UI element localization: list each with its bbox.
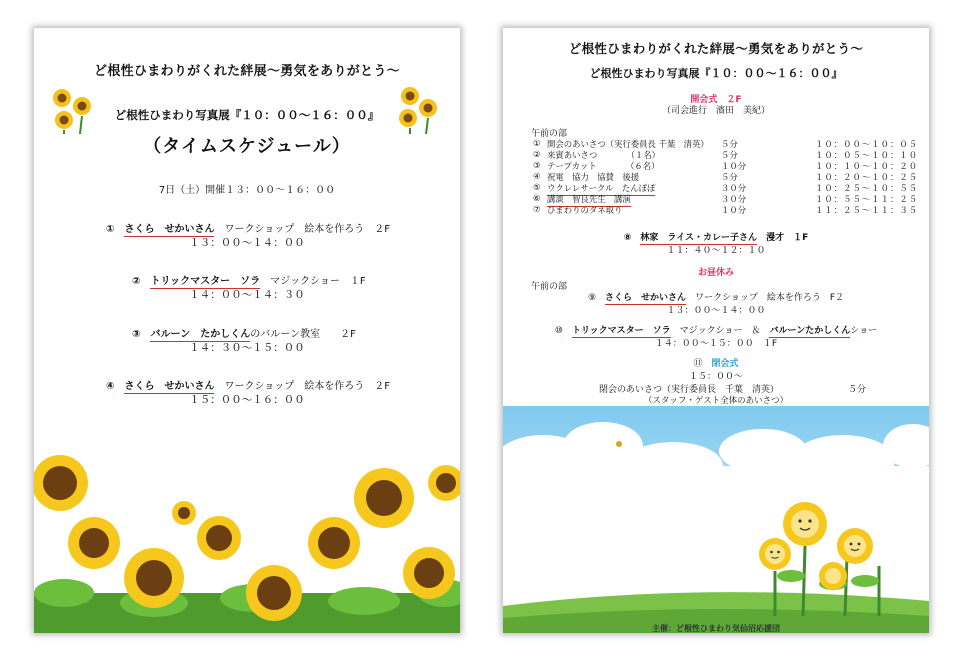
- item-number: ⑧: [623, 233, 632, 243]
- item-number: ⑨: [587, 293, 597, 303]
- closing-time: １５：００〜: [688, 372, 743, 382]
- closing-greeting: 閉会のあいさつ（実行委員長 千葉 清英）: [599, 385, 780, 395]
- item-performer-2: バルーンたかしくん: [769, 326, 851, 336]
- schedule-heading: （タイムスケジュール）: [143, 136, 351, 157]
- item-time: １０：０５〜１０：１０: [815, 150, 919, 160]
- right-subtitle: ど根性ひまわり写真展『１０：００〜１６：００』: [589, 67, 843, 80]
- item-duration: ５分: [721, 150, 738, 160]
- event-date: 7日（土）開催１３：００〜１６：００: [158, 185, 336, 196]
- item-duration: １０分: [721, 161, 747, 171]
- item-time: １０：００〜１０：０５: [815, 139, 919, 149]
- item-time: １１：２５〜１１：３５: [815, 205, 919, 215]
- item-duration: ５分: [721, 172, 738, 182]
- item-number: ①: [533, 138, 541, 148]
- morning-session-label: 午前の部: [531, 129, 568, 139]
- item-time: １１：４０〜１２：１０: [666, 246, 766, 256]
- item-performer: バルーン たかしくん: [150, 329, 251, 340]
- right-title: ど根性ひまわりがくれた絆展〜勇気をありがとう〜: [568, 41, 864, 56]
- item-number: ③: [132, 329, 141, 340]
- item-description: マジックショー ＆: [679, 326, 761, 336]
- schedule-item: [132, 272, 366, 287]
- item-title: ひまわりのタネ取り: [547, 205, 623, 215]
- item-time: １３：００〜１４：００: [189, 237, 305, 249]
- afternoon-session-label: 午前の部: [531, 282, 568, 292]
- item-title: 祝電 協力 協賛 後援: [547, 172, 640, 182]
- item-suffix: ショー: [850, 326, 878, 336]
- left-subtitle: ど根性ひまわり写真展『１０：００〜１６：００』: [114, 108, 380, 122]
- item-time: １４：３０〜１５：００: [189, 342, 305, 354]
- item-description: マジックショー １F: [270, 276, 366, 287]
- left-flyer: [34, 28, 460, 633]
- item-title: 開会のあいさつ（実行委員長 千葉 清英）: [547, 139, 709, 149]
- schedule-item: [503, 323, 929, 336]
- item-description: ワークショップ 絵本を作ろう ２F: [224, 224, 391, 235]
- closing-note: （スタッフ・ゲスト全体のあいさつ）: [643, 396, 789, 406]
- schedule-item: [132, 325, 356, 340]
- right-flyer: [503, 28, 929, 633]
- item-title: テープカット （６名）: [547, 161, 660, 171]
- item-duration: １０分: [721, 205, 747, 215]
- item-number: ③: [533, 160, 541, 170]
- opening-label: 開会式 ２F: [690, 95, 742, 105]
- item-description: ワークショップ 絵本を作ろう F２: [695, 293, 845, 303]
- item-time: １０：２５〜１０：５５: [815, 183, 919, 193]
- closing-duration: ５分: [848, 385, 867, 395]
- schedule-item: [106, 220, 390, 235]
- closing-label: 閉会式: [711, 359, 739, 369]
- item-number: ⑦: [533, 204, 541, 214]
- item-title: ウクレレサークル たんぽぽ: [547, 182, 655, 196]
- item-description: 漫才 １F: [766, 233, 809, 243]
- item-time: １３：００〜１４：００: [666, 306, 766, 316]
- left-title: ど根性ひまわりがくれた絆展〜勇気をありがとう〜: [94, 64, 400, 79]
- schedule-item: [503, 290, 929, 303]
- item-number: ②: [533, 149, 541, 159]
- item-performer: 林家 ライス・カレー子さん: [640, 233, 758, 243]
- sunflower-field-illustration: [34, 443, 460, 633]
- sky-sunflower-illustration: [503, 406, 929, 633]
- item-number: ①: [106, 224, 115, 235]
- item-time: １５：００〜１６：００: [189, 394, 305, 406]
- item-number: ⑪: [693, 359, 703, 369]
- item-performer: トリックマスター ソラ: [150, 276, 261, 287]
- organizer-footer: 主催：ど根性ひまわり気仙沼応援団: [652, 624, 780, 633]
- item-duration: ５分: [721, 139, 738, 149]
- item-duration: ３０分: [721, 194, 747, 204]
- item-time: １４：００〜１５：００ １F: [654, 339, 778, 349]
- item-number: ④: [533, 171, 541, 181]
- closing-ceremony: [503, 356, 929, 369]
- item-description: ワークショップ 絵本を作ろう ２F: [224, 381, 391, 392]
- item-time: １０：５５〜１１：２５: [815, 194, 919, 204]
- item-duration: ３０分: [721, 183, 747, 193]
- mc-credit: （司会進行 濱田 美紀）: [661, 106, 770, 116]
- schedule-item: [503, 230, 929, 243]
- schedule-item: [106, 377, 390, 392]
- item-performer: さくら せかいさん: [124, 381, 215, 392]
- item-time: １０：２０〜１０：２５: [815, 172, 919, 182]
- item-time: １４：００〜１４：３０: [189, 289, 305, 301]
- item-number: ⑤: [533, 182, 541, 192]
- item-number: ⑩: [554, 326, 563, 336]
- item-performer: トリックマスター ソラ: [571, 326, 671, 336]
- item-title: 来賓あいさつ （１名）: [547, 150, 661, 160]
- lunch-break: お昼休み: [697, 268, 734, 278]
- item-number: ④: [106, 381, 115, 392]
- item-performer: さくら せかいさん: [605, 293, 687, 303]
- item-number: ②: [132, 276, 141, 287]
- item-performer: さくら せかいさん: [124, 224, 215, 235]
- item-description: のバルーン教室 ２F: [250, 329, 356, 340]
- item-time: １０：１０〜１０：２０: [815, 161, 919, 171]
- item-number: ⑥: [533, 193, 541, 203]
- item-title: 講談 智良先生 講演: [547, 193, 631, 207]
